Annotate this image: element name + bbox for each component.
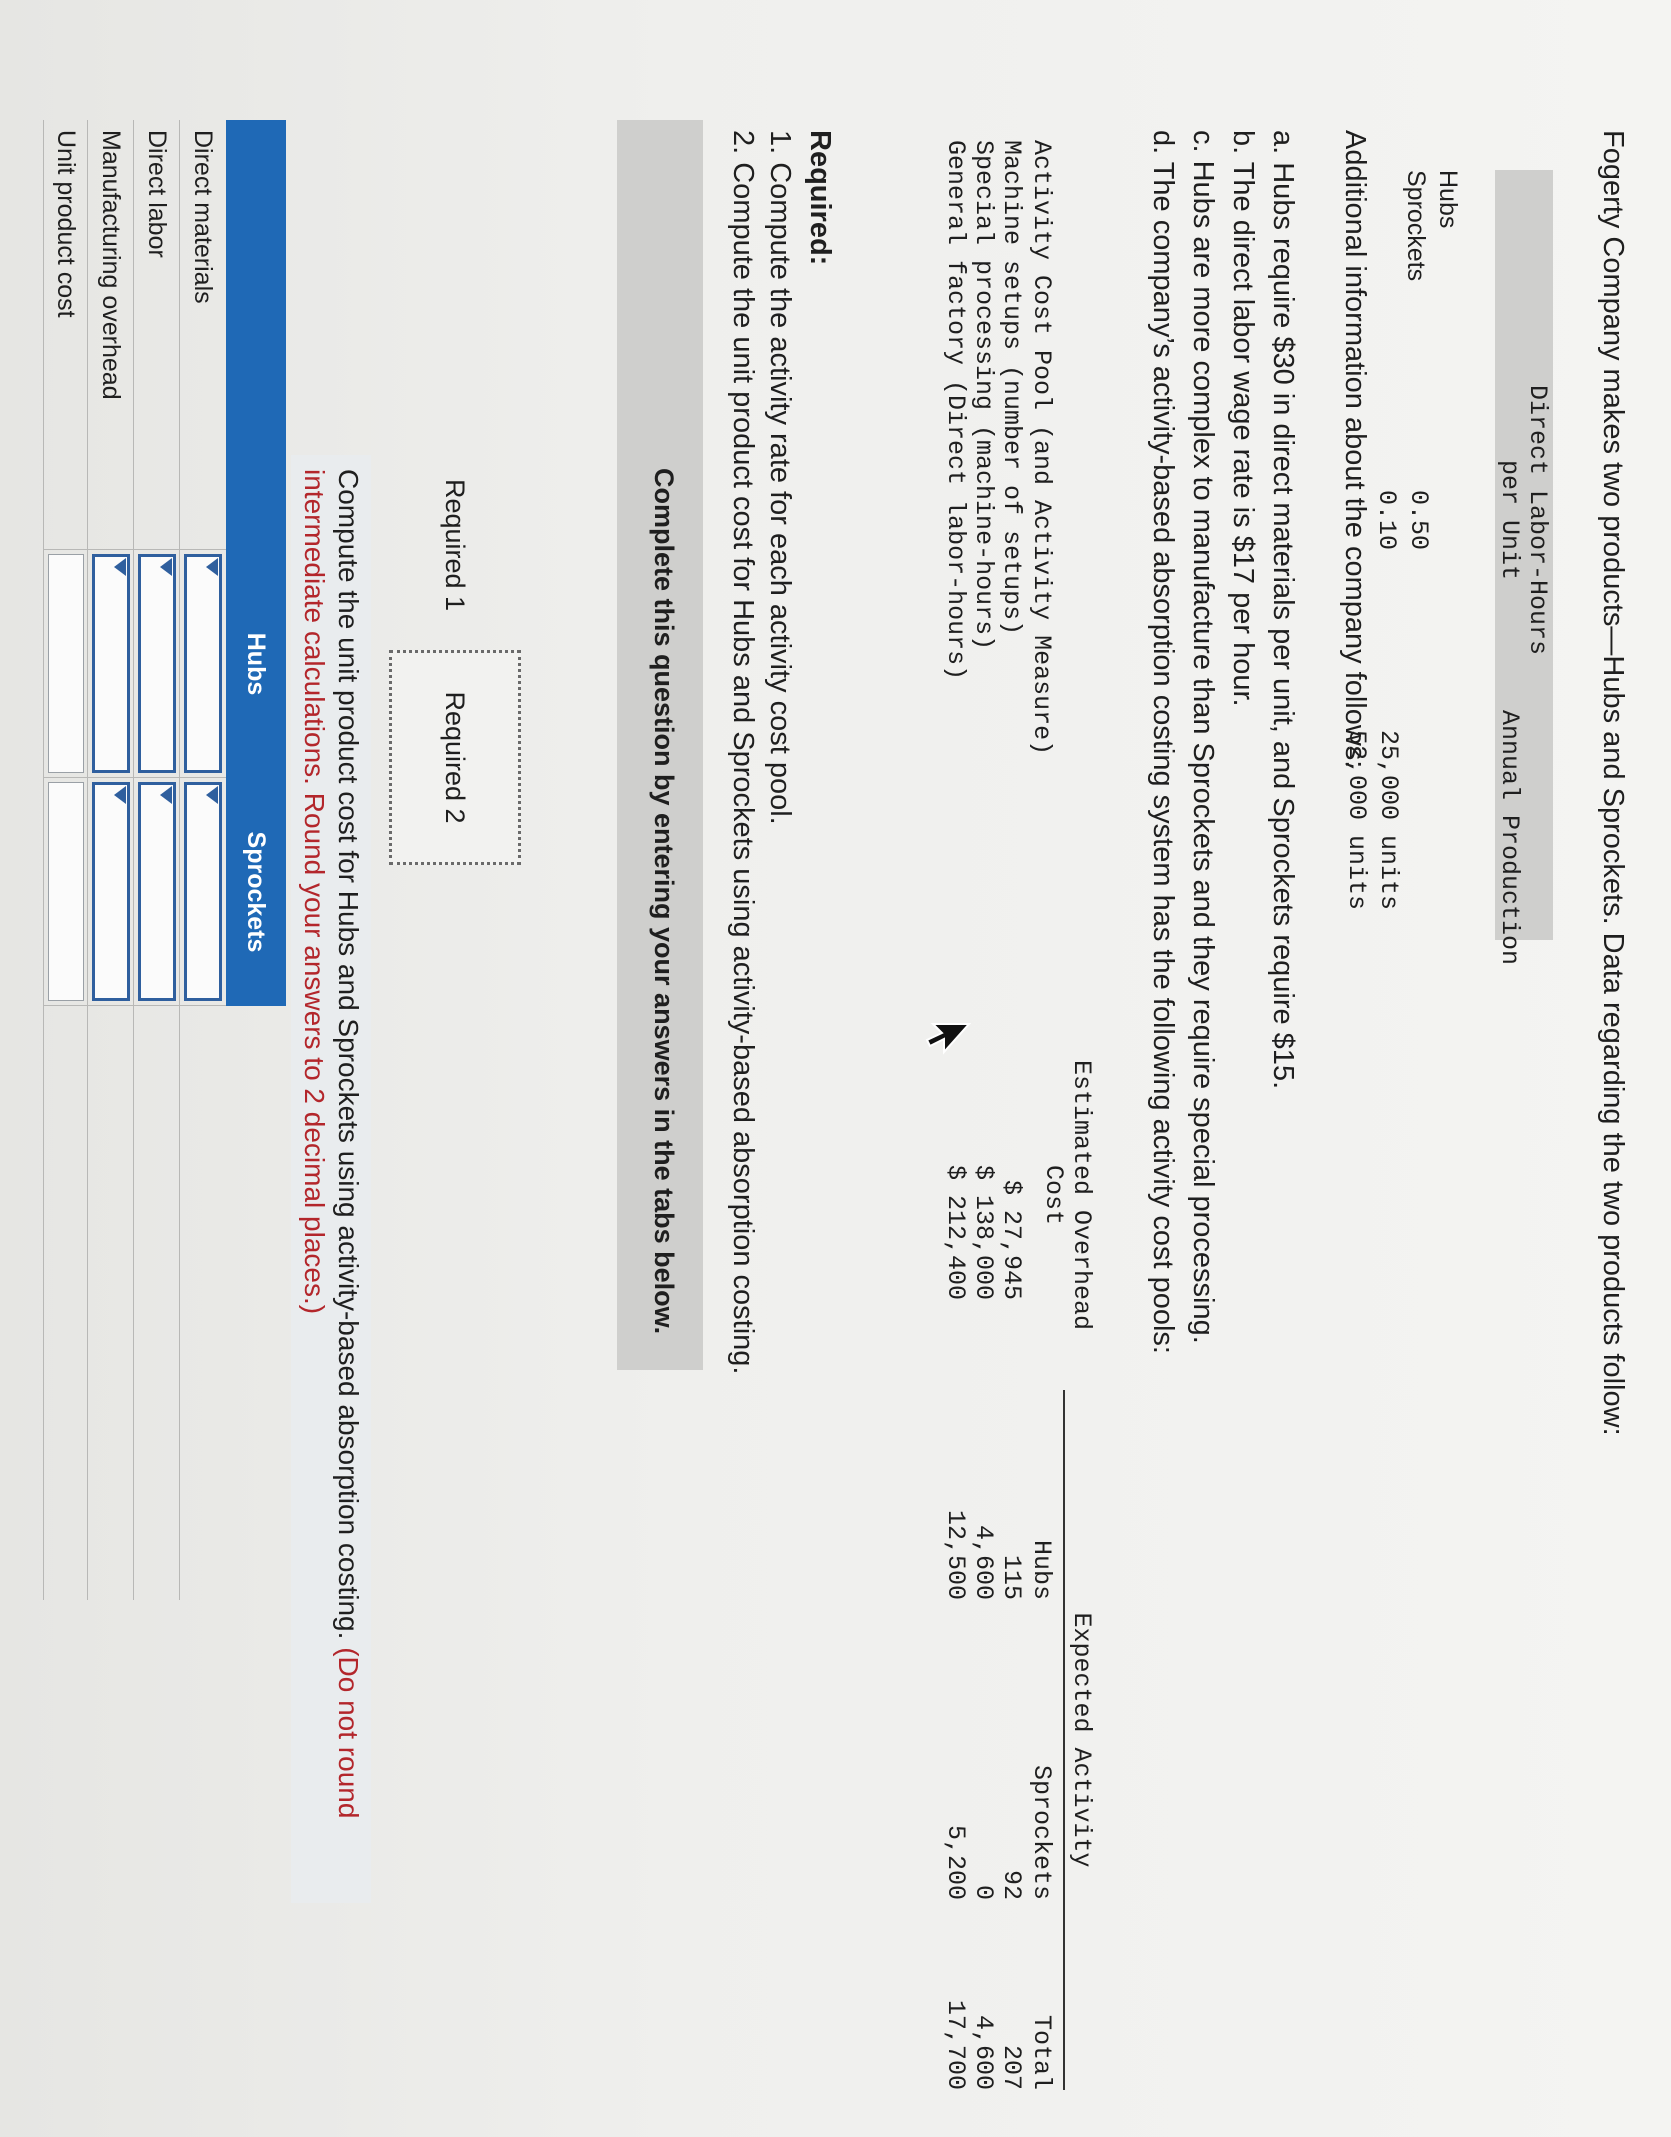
hubs-cell [180,550,226,778]
overhead-cost-header: Estimated Overhead Cost [1039,1059,1096,1331]
row-label: Direct labor [134,120,180,550]
hubs-cell [88,550,134,778]
total-activity: 207 [997,2044,1026,2090]
dropdown-marker-icon [114,786,126,804]
dlh-header: Direct Labor-Hours per Unit [1495,384,1552,656]
dropdown-marker-icon [206,786,218,804]
hubs-direct-materials-input[interactable] [184,554,222,773]
labor-hours-table-header [1495,170,1553,966]
hubs-header: Hubs [1027,1539,1056,1600]
problem-intro: Fogerty Company makes two products—Hubs and Sprockets. Data regarding the two products follow: [1597,130,1629,1436]
hubs-cell [44,550,88,778]
production-value: 52,000 units [1342,730,1371,911]
complete-banner [617,120,703,1370]
header-rule [1063,1390,1065,2090]
complete-banner-text: Complete this question by entering your answers in the tabs below. [649,468,679,1335]
dropdown-marker-icon [114,558,126,576]
dlh-value: 0.50 [1404,490,1433,551]
pool-cost: $ 27,945 [997,1179,1026,1300]
expected-activity-header: Expected Activity [1067,1612,1096,1868]
sprockets-cell [88,778,134,1006]
table-row [133,120,180,1600]
hubs-unit-cost-output [48,554,84,773]
instructions [291,455,371,1903]
sprockets-unit-cost-output [48,782,84,1001]
hubs-column-header: Hubs [242,632,271,696]
required-item-1: 1. Compute the activity rate for each activity cost pool. [764,130,796,825]
sprockets-column-header: Sprockets [242,831,271,953]
note-d: d. The company’s activity-based absorption costing system has the following activity cost pools: [1147,130,1179,1354]
pool-name: Machine setups (number of setups) [997,140,1026,636]
note-b: b. The direct labor wage rate is $17 per hour. [1227,130,1259,707]
dropdown-marker-icon [160,786,172,804]
pool-name: General factory (Direct labor-hours) [941,140,970,681]
hubs-overhead-input[interactable] [92,554,130,773]
production-header: Annual Production [1495,710,1524,966]
tab-required-2[interactable]: Required 2 [389,650,521,865]
sprockets-cell [134,778,180,1006]
required-item-2: 2. Compute the unit product cost for Hubs and Sprockets using activity-based absorption costing. [727,130,759,1375]
instructions-rounding-note: (Do not round intermediate calculations. Round your answers to 2 decimal places.) [299,469,364,1819]
total-header: Total [1027,2014,1056,2090]
note-a: a. Hubs require $30 in direct materials per unit, and Sprockets require $15. [1267,130,1299,1090]
row-label: Direct materials [180,120,226,550]
sprockets-direct-labor-input[interactable] [138,782,176,1001]
dropdown-marker-icon [206,558,218,576]
hubs-activity: 12,500 [941,1509,970,1600]
dropdown-marker-icon [160,558,172,576]
hubs-activity: 115 [997,1554,1026,1600]
sprockets-activity: 0 [969,1884,998,1900]
answer-table-header [226,120,286,1006]
tab-required-1[interactable]: Required 1 [440,478,471,612]
product-name: Sprockets [1402,170,1430,282]
sprockets-header: Sprockets [1027,1764,1056,1900]
total-activity: 17,700 [941,1999,970,2090]
row-label: Unit product cost [44,120,88,550]
pool-header: Activity Cost Pool (and Activity Measure) [1027,140,1056,756]
production-value: 25,000 units [1374,730,1403,911]
pool-cost: $ 212,400 [941,1164,970,1300]
additional-info-heading: Additional information about the company follows: [1339,130,1371,769]
dlh-value: 0.10 [1372,490,1401,551]
table-row [179,120,226,1600]
sprockets-activity: 92 [997,1869,1026,1900]
table-row [87,120,134,1600]
sprockets-activity: 5,200 [941,1824,970,1900]
pool-name: Special processing (machine-hours) [969,140,998,651]
pool-cost: $ 138,000 [969,1164,998,1300]
row-label: Manufacturing overhead [88,120,134,550]
hubs-direct-labor-input[interactable] [138,554,176,773]
total-activity: 4,600 [969,2014,998,2090]
note-c: c. Hubs are more complex to manufacture than Sprockets and they require special processing. [1187,130,1219,1344]
sprockets-direct-materials-input[interactable] [184,782,222,1001]
required-heading: Required: [804,130,836,266]
sprockets-cell [180,778,226,1006]
table-row [43,120,88,1600]
hubs-activity: 4,600 [969,1524,998,1600]
sprockets-overhead-input[interactable] [92,782,130,1001]
sprockets-cell [44,778,88,1006]
mouse-cursor-icon [925,1020,971,1060]
product-name: Hubs [1434,170,1462,229]
instructions-main: Compute the unit product cost for Hubs and Sprockets using activity-based absorption costing. [333,469,364,1640]
hubs-cell [134,550,180,778]
